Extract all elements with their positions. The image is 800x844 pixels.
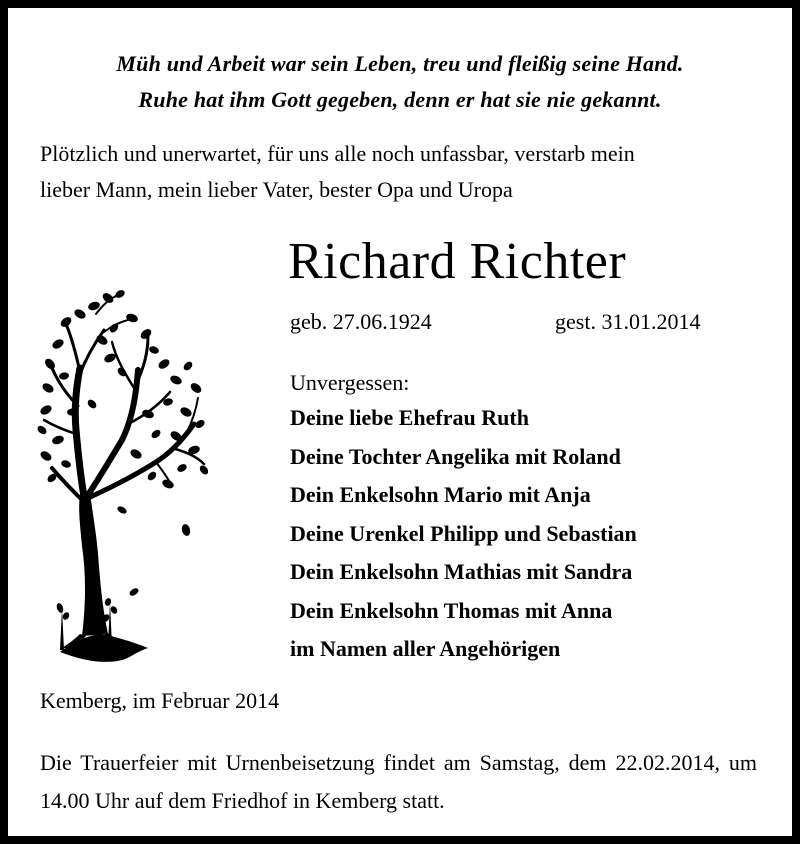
motto-line-1: Müh und Arbeit war sein Leben, treu und fleißig seine Hand. bbox=[116, 51, 684, 76]
intro-line-2: lieber Mann, mein lieber Vater, bester Opa und Uropa bbox=[40, 177, 513, 202]
funeral-notice: Die Trauerfeier mit Urnenbeisetzung findet am Samstag, dem 22.02.2014, um 14.00 Uhr auf dem Friedhof in Kemberg statt. bbox=[40, 750, 757, 813]
mourner-line: im Namen aller Angehörigen bbox=[290, 636, 561, 661]
motto-line-2: Ruhe hat ihm Gott gegeben, denn er hat sie nie gekannt. bbox=[138, 87, 662, 112]
place-and-date: Kemberg, im Februar 2014 bbox=[40, 688, 280, 713]
mourner-line: Dein Enkelsohn Thomas mit Anna bbox=[290, 597, 613, 623]
death-date: gest. 31.01.2014 bbox=[555, 309, 701, 334]
intro-text bbox=[40, 136, 765, 208]
mourner-line: Deine Urenkel Philipp und Sebastian bbox=[290, 520, 637, 546]
mourner-line: Dein Enkelsohn Mathias mit Sandra bbox=[290, 559, 633, 584]
birth-date: geb. 27.06.1924 bbox=[290, 309, 432, 334]
mourners-label: Unvergessen: bbox=[290, 370, 410, 395]
mourner-line: Deine Tochter Angelika mit Roland bbox=[290, 443, 621, 469]
mourners-list bbox=[290, 399, 637, 669]
motto bbox=[8, 46, 792, 118]
obituary-card bbox=[8, 8, 792, 836]
deceased-name: Richard Richter bbox=[288, 233, 627, 290]
intro-line-1: Plötzlich und unerwartet, für uns alle noch unfassbar, verstarb mein bbox=[40, 141, 635, 166]
tree-icon bbox=[36, 284, 208, 674]
mourner-line: Dein Enkelsohn Mario mit Anja bbox=[290, 482, 591, 507]
mourner-line: Deine liebe Ehefrau Ruth bbox=[290, 405, 529, 430]
